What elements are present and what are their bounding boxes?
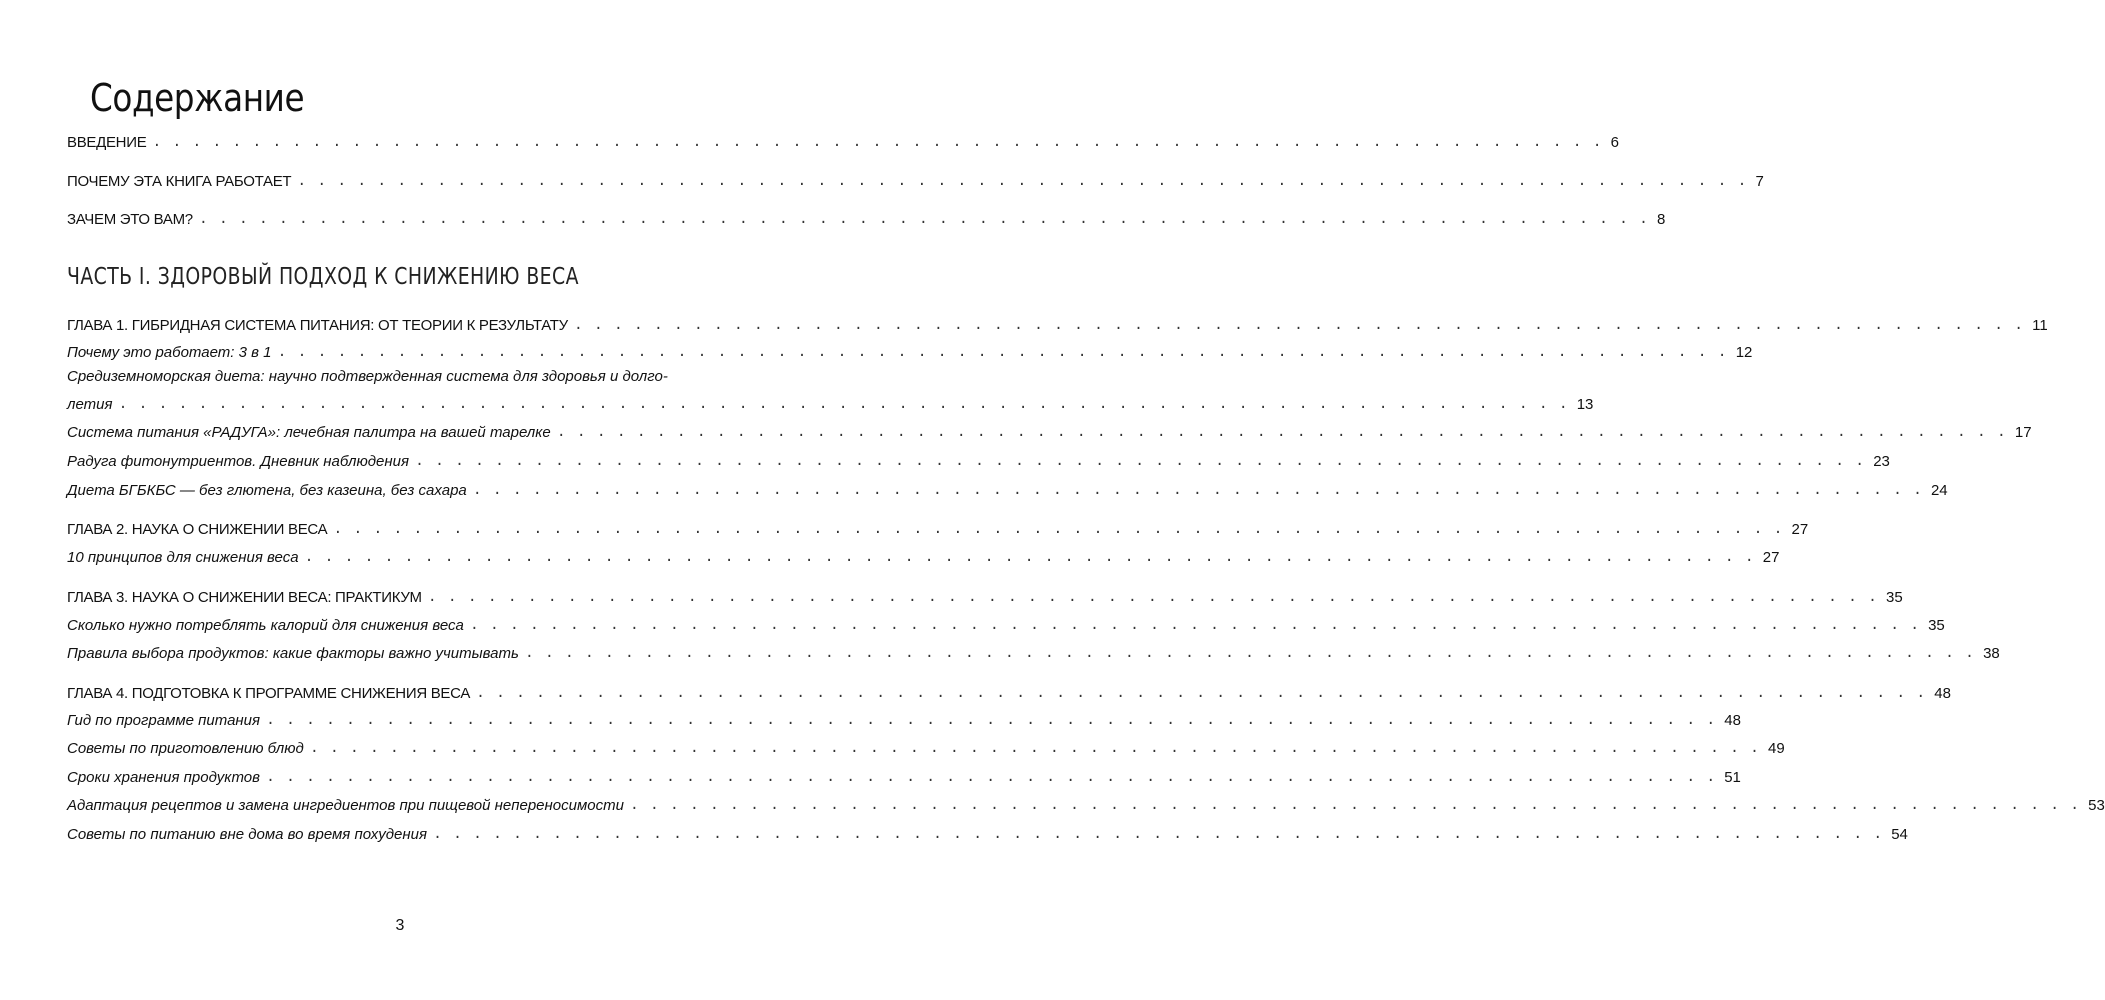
toc-entry[interactable] — [67, 793, 2105, 815]
toc-entry-why-you[interactable] — [67, 207, 1666, 229]
toc-entry-page: 48 — [1934, 685, 1951, 702]
toc-entry-title: летия — [67, 396, 113, 413]
toc-entry[interactable] — [67, 478, 1948, 500]
toc-entry-title: ВВЕДЕНИЕ — [67, 134, 147, 151]
dot-leader: . . . . . . . . . . . . . . . . . . . . . . . . . . . . . . . . . . . . . . . . . . . . . . . . . . . . . . . . . . . . . . . . . . . . . . . . . — [118, 396, 1569, 413]
toc-entry-title: Почему это работает: 3 в 1 — [67, 344, 272, 361]
dot-leader: . . . . . . . . . . . . . . . . . . . . . . . . . . . . . . . . . . . . . . . . . . . . . . . . . . . . . . . . . . . . . . . . . . . . . . . . . — [265, 769, 1717, 786]
dot-leader: . . . . . . . . . . . . . . . . . . . . . . . . . . . . . . . . . . . . . . . . . . . . . . . . . . . . . . . . . . . . . . . . . . . . . . . . . — [266, 712, 1717, 729]
toc-entry-title: Адаптация рецептов и замена ингредиентов при пищевой непереносимости — [67, 797, 624, 814]
dot-leader: . . . . . . . . . . . . . . . . . . . . . . . . . . . . . . . . . . . . . . . . . . . . . . . . . . . . . . . . . . . . . . . . . . . . . . . . . — [476, 685, 1927, 702]
toc-entry-title: ГЛАВА 3. НАУКА О СНИЖЕНИИ ВЕСА: ПРАКТИКУМ — [67, 589, 422, 606]
toc-entry-title: ПОЧЕМУ ЭТА КНИГА РАБОТАЕТ — [67, 173, 292, 190]
toc-entry-title-line1: Средиземноморская диета: научно подтвержденная система для здоровья и долго- — [67, 368, 668, 385]
toc-entry-why-book-works[interactable] — [67, 169, 1764, 191]
toc-entry-title: Сроки хранения продуктов — [67, 769, 260, 786]
dot-leader: . . . . . . . . . . . . . . . . . . . . . . . . . . . . . . . . . . . . . . . . . . . . . . . . . . . . . . . . . . . . . . . . . . . . . . . . . — [198, 211, 1650, 228]
toc-entry-page: 38 — [1983, 645, 2000, 662]
toc-chapter-2[interactable] — [67, 517, 1809, 539]
toc-entry-page: 48 — [1724, 712, 1741, 729]
toc-entry-page: 35 — [1928, 617, 1945, 634]
toc-entry-page: 54 — [1891, 826, 1908, 843]
toc-entry[interactable] — [67, 822, 1908, 844]
toc-entry[interactable] — [67, 641, 2000, 663]
dot-leader: . . . . . . . . . . . . . . . . . . . . . . . . . . . . . . . . . . . . . . . . . . . . . . . . . . . . . . . . . . . . . . . . . . . . . . . . . — [152, 134, 1603, 151]
toc-entry-title: Система питания «РАДУГА»: лечебная палитра на вашей тарелке — [67, 424, 551, 441]
dot-leader: . . . . . . . . . . . . . . . . . . . . . . . . . . . . . . . . . . . . . . . . . . . . . . . . . . . . . . . . . . . . . . . . . . . . . . . . . — [556, 424, 2007, 441]
toc-entry-introduction[interactable] — [67, 130, 1619, 152]
toc-entry-page: 17 — [2014, 424, 2032, 441]
dot-leader: . . . . . . . . . . . . . . . . . . . . . . . . . . . . . . . . . . . . . . . . . . . . . . . . . . . . . . . . . . . . . . . . . . . . . . . . . — [277, 344, 1728, 361]
toc-entry-page: 24 — [1930, 482, 1948, 499]
dot-leader: . . . . . . . . . . . . . . . . . . . . . . . . . . . . . . . . . . . . . . . . . . . . . . . . . . . . . . . . . . . . . . . . . . . . . . . . . — [629, 797, 2081, 814]
toc-entry-title: ГЛАВА 2. НАУКА О СНИЖЕНИИ ВЕСА — [67, 521, 328, 538]
toc-entry[interactable] — [67, 392, 1594, 414]
toc-entry-page: 35 — [1885, 589, 1903, 606]
dot-leader: . . . . . . . . . . . . . . . . . . . . . . . . . . . . . . . . . . . . . . . . . . . . . . . . . . . . . . . . . . . . . . . . . . . . . . . . . — [304, 549, 1755, 566]
dot-leader: . . . . . . . . . . . . . . . . . . . . . . . . . . . . . . . . . . . . . . . . . . . . . . . . . . . . . . . . . . . . . . . . . . . . . . . . . — [469, 617, 1921, 634]
dot-leader: . . . . . . . . . . . . . . . . . . . . . . . . . . . . . . . . . . . . . . . . . . . . . . . . . . . . . . . . . . . . . . . . . . . . . . . . . — [414, 453, 1866, 470]
toc-entry-title: 10 принципов для снижения веса — [67, 549, 299, 566]
toc-entry-page: 11 — [2032, 317, 2048, 334]
toc-entry-title: ГЛАВА 1. ГИБРИДНАЯ СИСТЕМА ПИТАНИЯ: ОТ ТЕОРИИ К РЕЗУЛЬТАТУ — [67, 317, 568, 334]
toc-entry-page: 49 — [1768, 740, 1785, 757]
dot-leader: . . . . . . . . . . . . . . . . . . . . . . . . . . . . . . . . . . . . . . . . . . . . . . . . . . . . . . . . . . . . . . . . . . . . . . . . . — [524, 645, 1976, 662]
toc-entry-title: Советы по приготовлению блюд — [67, 740, 304, 757]
toc-chapter-1[interactable] — [67, 313, 2048, 335]
dot-leader: . . . . . . . . . . . . . . . . . . . . . . . . . . . . . . . . . . . . . . . . . . . . . . . . . . . . . . . . . . . . . . . . . . . . . . . . . — [309, 740, 1761, 757]
toc-entry[interactable] — [67, 736, 1785, 758]
toc-entry-page: 23 — [1873, 453, 1890, 470]
toc-entry[interactable] — [67, 449, 1890, 471]
toc-entry-title: Гид по программе питания — [67, 712, 261, 729]
toc-chapter-3[interactable] — [67, 585, 1903, 607]
dot-leader: . . . . . . . . . . . . . . . . . . . . . . . . . . . . . . . . . . . . . . . . . . . . . . . . . . . . . . . . . . . . . . . . . . . . . . . . . — [432, 826, 1884, 843]
page-title: Содержание — [90, 76, 305, 120]
toc-entry-page: 7 — [1755, 173, 1764, 190]
toc-entry[interactable] — [67, 765, 1741, 787]
toc-entry-page: 8 — [1657, 211, 1666, 228]
toc-entry-title: Сколько нужно потреблять калорий для снижения веса — [67, 617, 464, 634]
dot-leader: . . . . . . . . . . . . . . . . . . . . . . . . . . . . . . . . . . . . . . . . . . . . . . . . . . . . . . . . . . . . . . . . . . . . . . . . . — [333, 521, 1784, 538]
toc-entry-page: 27 — [1762, 549, 1780, 566]
toc-entry-page: 13 — [1576, 396, 1594, 413]
toc-entry[interactable] — [67, 708, 1741, 730]
toc-entry-page: 6 — [1610, 134, 1619, 151]
toc-entry-page: 27 — [1791, 521, 1809, 538]
toc-chapter-4[interactable] — [67, 681, 1951, 703]
toc-entry-title: Диета БГБКБС — без глютена, без казеина, без сахара — [67, 482, 467, 499]
toc-entry[interactable] — [67, 613, 1945, 635]
page-number: 3 — [395, 917, 405, 934]
toc-entry-page: 51 — [1724, 769, 1741, 786]
toc-entry-title: Радуга фитонутриентов. Дневник наблюдения — [67, 453, 409, 470]
dot-leader: . . . . . . . . . . . . . . . . . . . . . . . . . . . . . . . . . . . . . . . . . . . . . . . . . . . . . . . . . . . . . . . . . . . . . . . . . — [573, 317, 2025, 334]
dot-leader: . . . . . . . . . . . . . . . . . . . . . . . . . . . . . . . . . . . . . . . . . . . . . . . . . . . . . . . . . . . . . . . . . . . . . . . . . — [427, 589, 1878, 606]
toc-entry-title: ГЛАВА 4. ПОДГОТОВКА К ПРОГРАММЕ СНИЖЕНИЯ ВЕСА — [67, 685, 471, 702]
part-heading: ЧАСТЬ I. ЗДОРОВЫЙ ПОДХОД К СНИЖЕНИЮ ВЕСА — [67, 264, 579, 290]
toc-entry-page: 53 — [2088, 797, 2105, 814]
toc-entry-title: ЗАЧЕМ ЭТО ВАМ? — [67, 211, 193, 228]
toc-entry[interactable] — [67, 545, 1780, 567]
toc-entry-page: 12 — [1735, 344, 1753, 361]
toc-entry-title: Советы по питанию вне дома во время похудения — [67, 826, 427, 843]
dot-leader: . . . . . . . . . . . . . . . . . . . . . . . . . . . . . . . . . . . . . . . . . . . . . . . . . . . . . . . . . . . . . . . . . . . . . . . . . — [472, 482, 1923, 499]
toc-entry-title: Правила выбора продуктов: какие факторы важно учитывать — [67, 645, 519, 662]
toc-entry[interactable] — [67, 420, 2032, 442]
dot-leader: . . . . . . . . . . . . . . . . . . . . . . . . . . . . . . . . . . . . . . . . . . . . . . . . . . . . . . . . . . . . . . . . . . . . . . . . . — [297, 173, 1748, 190]
toc-entry[interactable] — [67, 340, 1753, 362]
